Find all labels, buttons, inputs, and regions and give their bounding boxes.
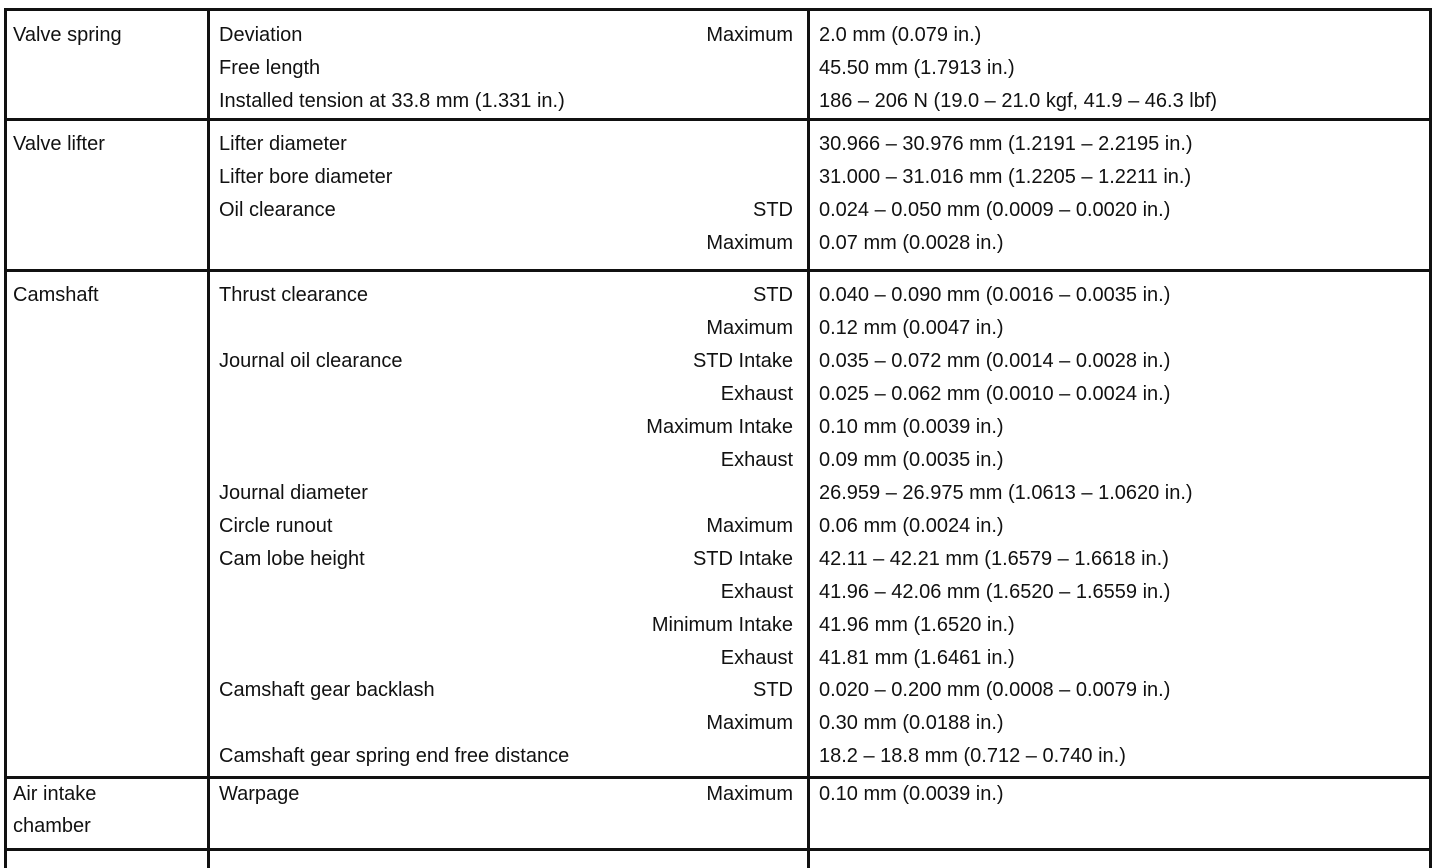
spec-table: [4, 8, 1432, 868]
spec-value: 0.10 mm (0.0039 in.): [819, 416, 1004, 438]
spec-qualifier: STD Intake: [692, 548, 793, 570]
spec-value: 0.025 – 0.062 mm (0.0010 – 0.0024 in.): [819, 383, 1171, 405]
table-row: [7, 609, 1429, 642]
spec-value: 41.96 mm (1.6520 in.): [819, 614, 1015, 636]
category-label: Camshaft: [13, 284, 99, 306]
spec-qualifier: Exhaust: [720, 449, 793, 471]
spec-qualifier: Maximum: [706, 515, 793, 537]
table-row: [7, 576, 1429, 609]
spec-value: 18.2 – 18.8 mm (0.712 – 0.740 in.): [819, 745, 1126, 767]
spec-value: 45.50 mm (1.7913 in.): [819, 57, 1015, 79]
table-row: [7, 194, 1429, 227]
spec-value: 26.959 – 26.975 mm (1.0613 – 1.0620 in.): [819, 482, 1193, 504]
column-divider: [207, 848, 210, 868]
spec-item: Journal diameter: [219, 482, 368, 504]
spec-value: 0.020 – 0.200 mm (0.0008 – 0.0079 in.): [819, 679, 1171, 701]
table-row: [7, 227, 1429, 260]
spec-item: Journal oil clearance: [219, 350, 403, 372]
spec-item: Lifter diameter: [219, 133, 347, 155]
spec-value: 0.035 – 0.072 mm (0.0014 – 0.0028 in.): [819, 350, 1171, 372]
spec-qualifier: Exhaust: [720, 581, 793, 603]
spec-value: 42.11 – 42.21 mm (1.6579 – 1.6618 in.): [819, 548, 1169, 570]
table-row: [7, 707, 1429, 740]
spec-item: Installed tension at 33.8 mm (1.331 in.): [219, 90, 565, 112]
spec-item: Oil clearance: [219, 199, 336, 221]
spec-qualifier: STD Intake: [692, 350, 793, 372]
spec-value: 31.000 – 31.016 mm (1.2205 – 1.2211 in.): [819, 166, 1192, 188]
table-row: [7, 510, 1429, 543]
spec-qualifier: Maximum: [706, 317, 793, 339]
spec-value: 0.06 mm (0.0024 in.): [819, 515, 1004, 537]
spec-qualifier: STD: [753, 199, 793, 221]
table-row: [7, 543, 1429, 576]
spec-value: 0.07 mm (0.0028 in.): [819, 232, 1004, 254]
spec-qualifier: STD: [753, 284, 793, 306]
spec-item: Camshaft gear spring end free distance: [219, 745, 570, 767]
table-row: [7, 740, 1429, 773]
spec-qualifier: Maximum: [706, 24, 793, 46]
category-label: Air intake chamber: [13, 783, 97, 837]
spec-value: 0.09 mm (0.0035 in.): [819, 449, 1004, 471]
spec-qualifier: Exhaust: [720, 647, 793, 669]
table-row: [7, 85, 1429, 118]
spec-qualifier: Maximum: [706, 783, 793, 805]
spec-value: 41.81 mm (1.6461 in.): [819, 647, 1015, 669]
spec-value: 0.30 mm (0.0188 in.): [819, 712, 1004, 734]
spec-item: Camshaft gear backlash: [219, 679, 435, 701]
table-row: [7, 674, 1429, 707]
category-label: Valve spring: [13, 24, 122, 46]
spec-qualifier: Maximum: [706, 232, 793, 254]
table-row: [7, 312, 1429, 345]
table-row: [7, 128, 1429, 161]
table-row: [7, 378, 1429, 411]
spec-item: Free length: [219, 57, 321, 79]
spec-qualifier: STD: [753, 679, 793, 701]
table-row: [7, 642, 1429, 675]
section-valve-spring: [7, 11, 1429, 121]
table-row: [7, 52, 1429, 85]
spec-value: 30.966 – 30.976 mm (1.2191 – 2.2195 in.): [819, 133, 1193, 155]
spec-item: Thrust clearance: [219, 284, 368, 306]
spec-item: Cam lobe height: [219, 548, 365, 570]
spec-qualifier: Maximum: [706, 712, 793, 734]
spec-item: Warpage: [219, 783, 300, 805]
spec-item: Deviation: [219, 24, 303, 46]
spec-value: 2.0 mm (0.079 in.): [819, 24, 982, 46]
spec-value: 0.12 mm (0.0047 in.): [819, 317, 1004, 339]
spec-item: Lifter bore diameter: [219, 166, 393, 188]
table-row: [7, 161, 1429, 194]
spec-qualifier: Maximum Intake: [646, 416, 793, 438]
spec-value: 186 – 206 N (19.0 – 21.0 kgf, 41.9 – 46.3 lbf): [819, 90, 1218, 112]
table-row: [7, 345, 1429, 378]
table-row: [7, 19, 1429, 52]
section-camshaft: [7, 269, 1429, 779]
section-air-intake-chamber: [7, 776, 1429, 851]
category-label: Valve lifter: [13, 133, 105, 155]
spec-value: 0.024 – 0.050 mm (0.0009 – 0.0020 in.): [819, 199, 1171, 221]
spec-value: 0.10 mm (0.0039 in.): [819, 783, 1004, 805]
spec-qualifier: Minimum Intake: [651, 614, 793, 636]
spec-value: 0.040 – 0.090 mm (0.0016 – 0.0035 in.): [819, 284, 1171, 306]
table-row: [7, 411, 1429, 444]
spec-item: Circle runout: [219, 515, 333, 537]
table-row: [7, 444, 1429, 477]
section-valve-lifter: [7, 118, 1429, 272]
table-continuation: [7, 848, 1429, 868]
column-divider: [807, 848, 810, 868]
table-row: [7, 477, 1429, 510]
spec-qualifier: Exhaust: [720, 383, 793, 405]
table-row: [7, 778, 1429, 811]
spec-value: 41.96 – 42.06 mm (1.6520 – 1.6559 in.): [819, 581, 1171, 603]
table-row: [7, 279, 1429, 312]
